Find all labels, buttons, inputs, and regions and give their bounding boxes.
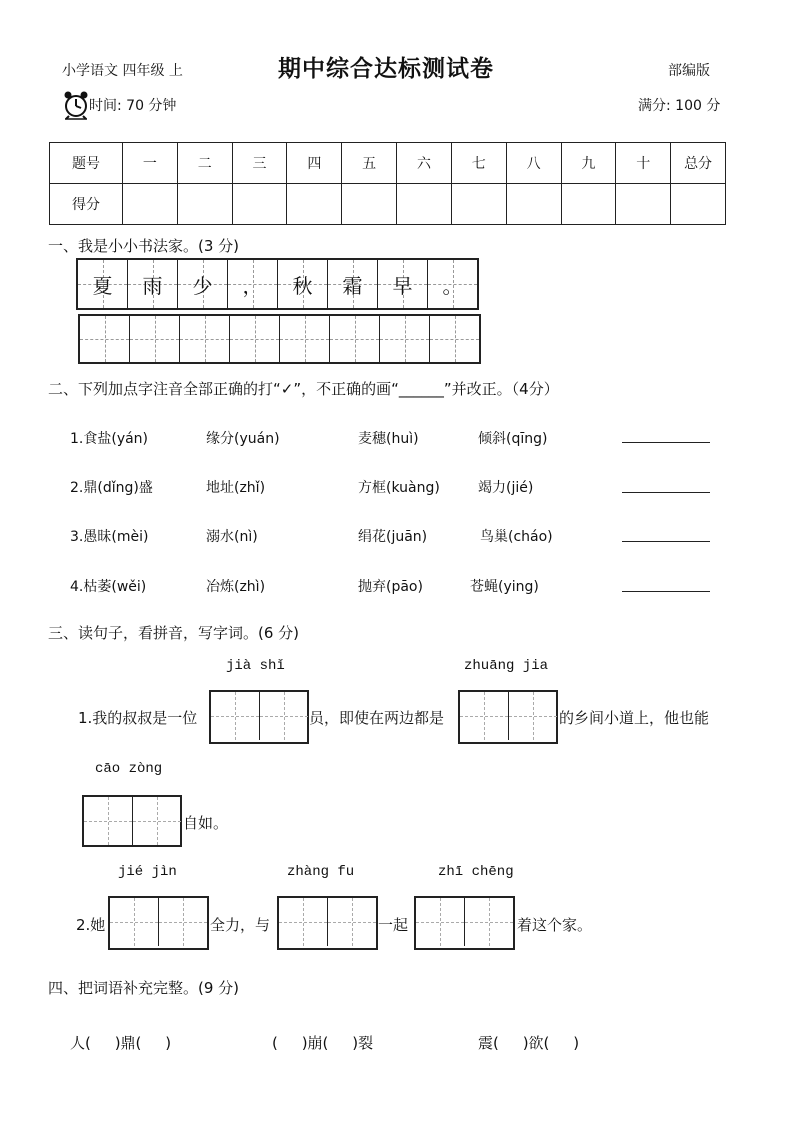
q2-item: 方框(kuàng)	[358, 480, 440, 496]
pinyin-hint: zhuāng jia	[464, 658, 549, 674]
q2-item: 1.食盐(yán)	[70, 431, 149, 447]
writing-cell[interactable]	[330, 316, 380, 362]
model-char-cell: ，	[228, 260, 278, 308]
q1-writing-grid[interactable]	[78, 314, 481, 364]
q2-item: 2.鼎(dǐng)盛	[70, 480, 153, 496]
sentence-part: 自如。	[183, 814, 229, 832]
word-cell[interactable]	[465, 898, 513, 946]
score-header-cell: 二	[177, 143, 232, 184]
q2-item: 倾斜(qīng)	[478, 431, 548, 447]
word-box[interactable]	[460, 692, 557, 740]
q2-item: 冶炼(zhì)	[206, 579, 266, 595]
q2-item: 竭力(jié)	[478, 480, 534, 496]
q2-item: 地址(zhǐ)	[206, 480, 266, 496]
score-header-cell: 十	[616, 143, 671, 184]
model-char-cell: 霜	[328, 260, 378, 308]
score-header-cell: 五	[342, 143, 397, 184]
word-cell[interactable]	[509, 692, 557, 740]
idiom-item: 人( )鼎( )	[70, 1034, 172, 1052]
q2-item: 苍蝇(ying)	[470, 579, 539, 595]
score-header-cell: 六	[397, 143, 452, 184]
score-header-cell: 三	[232, 143, 287, 184]
sentence-part: 2.她	[76, 916, 106, 934]
sentence-part: 一起	[378, 916, 409, 934]
score-cell[interactable]	[506, 184, 561, 225]
q2-item: 绢花(juān)	[358, 529, 428, 545]
model-char-cell: 早	[378, 260, 428, 308]
subject-label: 小学语文 四年级 上	[62, 63, 183, 79]
answer-line[interactable]	[622, 491, 710, 493]
writing-cell[interactable]	[280, 316, 330, 362]
word-box[interactable]	[84, 797, 181, 845]
word-cell[interactable]	[460, 692, 509, 740]
score-cell[interactable]	[177, 184, 232, 225]
pinyin-hint: jià shǐ	[226, 658, 285, 674]
word-box[interactable]	[110, 898, 207, 946]
word-cell[interactable]	[416, 898, 465, 946]
score-header-cell: 一	[123, 143, 178, 184]
pinyin-hint: cāo zòng	[95, 761, 163, 777]
model-char-cell: 少	[178, 260, 228, 308]
score-row-label: 得分	[50, 184, 123, 225]
score-cell[interactable]	[671, 184, 726, 225]
model-char-cell: 雨	[128, 260, 178, 308]
model-char-cell: 夏	[78, 260, 128, 308]
pinyin-hint: zhī chēng	[438, 864, 514, 880]
writing-cell[interactable]	[230, 316, 280, 362]
idiom-item: ( )崩( )裂	[272, 1034, 374, 1052]
pinyin-hint: zhàng fu	[287, 864, 355, 880]
score-header-cell: 八	[506, 143, 561, 184]
score-cell[interactable]	[451, 184, 506, 225]
score-table-score-row	[50, 184, 726, 225]
score-cell[interactable]	[287, 184, 342, 225]
writing-cell[interactable]	[130, 316, 180, 362]
score-header-cell: 题号	[50, 143, 123, 184]
page-title: 期中综合达标测试卷	[278, 56, 494, 82]
model-char-cell: 秋	[278, 260, 328, 308]
word-cell[interactable]	[110, 898, 159, 946]
q1-model-grid	[76, 258, 479, 310]
answer-line[interactable]	[622, 441, 710, 443]
word-cell[interactable]	[260, 692, 308, 740]
q2-item: 溺水(nì)	[206, 529, 258, 545]
writing-cell[interactable]	[430, 316, 479, 362]
idiom-item: 震( )欲( )	[478, 1034, 580, 1052]
word-cell[interactable]	[84, 797, 133, 845]
q2-item: 缘分(yuán)	[206, 431, 280, 447]
q2-item: 抛弃(pāo)	[358, 579, 423, 595]
word-cell[interactable]	[328, 898, 376, 946]
q2-item: 3.愚昧(mèi)	[70, 529, 149, 545]
score-table-header-row	[50, 143, 726, 184]
q4-title: 四、把词语补充完整。(9 分)	[48, 979, 240, 997]
sentence-part: 员，即使在两边都是	[309, 709, 445, 727]
word-cell[interactable]	[279, 898, 328, 946]
score-header-cell: 七	[451, 143, 506, 184]
score-header-cell: 九	[561, 143, 616, 184]
score-cell[interactable]	[123, 184, 178, 225]
score-cell[interactable]	[342, 184, 397, 225]
sentence-part: 1.我的叔叔是一位	[78, 709, 198, 727]
word-cell[interactable]	[133, 797, 181, 845]
q1-title: 一、我是小小书法家。(3 分)	[48, 237, 240, 255]
answer-line[interactable]	[622, 540, 710, 542]
writing-cell[interactable]	[380, 316, 430, 362]
writing-cell[interactable]	[180, 316, 230, 362]
word-box[interactable]	[279, 898, 376, 946]
time-limit: 时间: 70 分钟	[89, 98, 177, 114]
alarm-clock-icon	[63, 90, 89, 120]
score-header-cell: 总分	[671, 143, 726, 184]
writing-cell[interactable]	[80, 316, 130, 362]
score-header-cell: 四	[287, 143, 342, 184]
score-cell[interactable]	[561, 184, 616, 225]
q2-item: 鸟巢(cháo)	[480, 529, 553, 545]
q2-title: 二、下列加点字注音全部正确的打“✓”，不正确的画“______”并改正。（4分）	[48, 380, 559, 398]
word-cell[interactable]	[159, 898, 207, 946]
word-box[interactable]	[211, 692, 308, 740]
pinyin-hint: jié jìn	[118, 864, 177, 880]
full-mark: 满分: 100 分	[638, 98, 721, 114]
sentence-part: 全力，与	[210, 916, 271, 934]
q2-item: 麦穗(huì)	[358, 431, 419, 447]
word-cell[interactable]	[211, 692, 260, 740]
score-table	[49, 142, 726, 225]
score-cell[interactable]	[616, 184, 671, 225]
q2-item: 4.枯萎(wěi)	[70, 579, 147, 595]
score-cell[interactable]	[397, 184, 452, 225]
sentence-part: 的乡间小道上，他也能	[559, 709, 710, 727]
q3-title: 三、读句子，看拼音，写字词。(6 分)	[48, 624, 300, 642]
score-cell[interactable]	[232, 184, 287, 225]
word-box[interactable]	[416, 898, 513, 946]
sentence-part: 着这个家。	[517, 916, 593, 934]
edition-label: 部编版	[668, 63, 710, 79]
model-char-cell: 。	[428, 260, 477, 308]
answer-line[interactable]	[622, 590, 710, 592]
